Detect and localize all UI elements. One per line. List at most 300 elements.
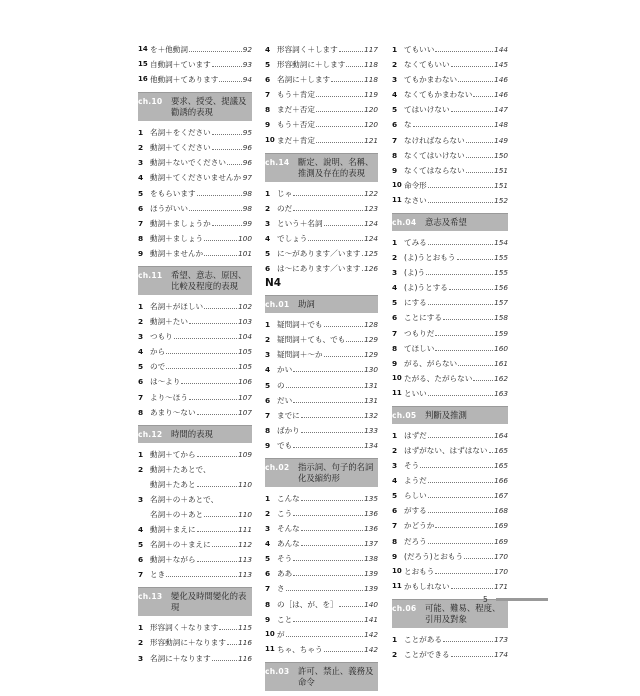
entry-page-number: 132 <box>364 410 378 420</box>
entry-number: 9 <box>138 248 144 258</box>
entry-text: までに <box>277 410 300 420</box>
entry-number: 6 <box>138 377 144 387</box>
entry-page-number: 120 <box>364 120 378 130</box>
entry-text: 形容動詞に＋します <box>277 60 346 70</box>
toc-entry <box>392 444 508 457</box>
toc-entry <box>392 296 508 309</box>
entry-number: 1 <box>392 634 398 644</box>
entry-text: 動詞＋てから <box>150 449 196 459</box>
entry-page-number: 119 <box>364 90 378 100</box>
entry-number: 6 <box>265 264 271 274</box>
entry-number: 8 <box>138 407 144 417</box>
entry-text: じゃ <box>277 188 293 198</box>
dotted-leader <box>316 96 363 97</box>
entry-page-number: 169 <box>494 536 508 546</box>
entry-number: 8 <box>138 233 144 243</box>
dotted-leader <box>286 636 363 637</box>
entry-text: から <box>150 347 166 357</box>
toc-entry <box>392 281 508 294</box>
dotted-leader <box>293 560 363 561</box>
toc-entry <box>392 633 508 646</box>
dotted-leader <box>293 195 363 196</box>
entry-text: なくてもいい <box>404 60 450 70</box>
entry-page-number: 138 <box>364 554 378 564</box>
entry-number: 4 <box>265 45 271 54</box>
entry-number: 2 <box>265 508 271 518</box>
entry-text: 疑問詞＋～か <box>277 350 323 360</box>
dotted-leader <box>428 395 493 396</box>
entry-text: (よ)う <box>404 268 426 278</box>
entry-number: 7 <box>138 392 144 402</box>
entry-text: てもいい <box>404 45 435 54</box>
entry-text: はずだ <box>404 430 427 440</box>
entry-text: ことにする <box>404 313 442 323</box>
entry-text: (よ)うとする <box>404 283 448 293</box>
entry-page-number: 144 <box>494 45 508 54</box>
entry-page-number: 158 <box>494 313 508 323</box>
entry-text: 動詞＋ましょうか <box>150 218 211 228</box>
dotted-leader <box>301 417 363 418</box>
dotted-leader <box>451 111 493 112</box>
toc-entry <box>138 315 252 328</box>
toc-entry <box>392 43 508 56</box>
toc-entry <box>265 58 378 71</box>
toc-entry <box>265 43 378 56</box>
entry-page-number: 109 <box>238 449 252 459</box>
toc-entry <box>265 134 378 147</box>
entry-page-number: 140 <box>364 599 378 609</box>
toc-entry <box>265 379 378 392</box>
chapter-header <box>138 92 252 121</box>
entry-number: 5 <box>138 362 144 372</box>
entry-number: 1 <box>265 188 271 198</box>
entry-page-number: 162 <box>494 373 508 383</box>
toc-entry <box>265 582 378 595</box>
chapter-title: 變化及時間變化的表現 <box>171 591 247 613</box>
entry-page-number: 167 <box>494 491 508 501</box>
toc-entry <box>138 217 252 230</box>
dotted-leader <box>420 467 493 468</box>
toc-entry <box>138 171 252 184</box>
dotted-leader <box>339 606 363 607</box>
entry-text: といい <box>404 388 427 398</box>
chapter-header <box>265 295 378 313</box>
entry-page-number: 148 <box>494 120 508 130</box>
dotted-leader <box>362 255 363 256</box>
entry-text: あまり～ない <box>150 407 196 417</box>
entry-page-number: 105 <box>238 362 252 372</box>
entry-page-number: 139 <box>364 584 378 594</box>
toc-entry <box>138 636 252 649</box>
entry-page-number: 110 <box>238 479 252 489</box>
toc-entry <box>392 357 508 370</box>
chapter-label: ch.12 <box>138 429 163 439</box>
entry-number: 5 <box>392 105 398 115</box>
toc-entry <box>138 621 252 634</box>
entry-text: ようだ <box>404 476 427 486</box>
dotted-leader <box>428 304 493 305</box>
entry-text: つもりだ <box>404 328 435 338</box>
chapter-label: ch.03 <box>265 666 290 676</box>
chapter-title: 要求、授受、提議及勸誘的表現 <box>171 96 247 118</box>
toc-entry <box>265 217 378 230</box>
entry-page-number: 173 <box>494 634 508 644</box>
entry-page-number: 165 <box>494 461 508 471</box>
dotted-leader <box>197 414 237 415</box>
entry-text: な <box>404 120 412 130</box>
entry-number: 2 <box>265 203 271 213</box>
entry-page-number: 147 <box>494 105 508 115</box>
chapter-header <box>392 599 508 628</box>
entry-page-number: 101 <box>238 248 252 258</box>
entry-text: の［は、が、を］ <box>277 599 338 609</box>
dotted-leader <box>197 561 237 562</box>
entry-number: 8 <box>392 150 398 160</box>
entry-page-number: 134 <box>364 440 378 450</box>
chapter-label: ch.01 <box>265 300 290 310</box>
dotted-leader <box>324 326 363 327</box>
entry-page-number: 103 <box>238 317 252 327</box>
entry-text: 名詞に＋します <box>277 75 331 85</box>
entry-text: そう <box>277 554 293 564</box>
entry-number: 6 <box>138 203 144 213</box>
dotted-leader <box>204 240 237 241</box>
toc-entry <box>138 391 252 404</box>
entry-number: 4 <box>265 539 271 549</box>
chapter-header <box>265 153 378 182</box>
toc-entry <box>138 247 252 260</box>
dotted-leader <box>466 172 493 173</box>
entry-number: 9 <box>392 358 398 368</box>
entry-page-number: 112 <box>238 540 252 550</box>
toc-entry <box>265 409 378 422</box>
entry-page-number: 130 <box>364 365 378 375</box>
chapter-label: ch.02 <box>265 462 290 472</box>
entry-text: 名詞＋の＋あとで、 <box>150 494 219 504</box>
dotted-leader <box>451 588 493 589</box>
entry-page-number: 142 <box>364 629 378 639</box>
entry-number: 7 <box>392 328 398 338</box>
dotted-leader <box>449 289 493 290</box>
entry-page-number: 157 <box>494 298 508 308</box>
dotted-leader <box>428 202 493 203</box>
entry-page-number: 126 <box>364 264 378 274</box>
entry-page-number: 146 <box>494 75 508 85</box>
entry-text: という＋名詞 <box>277 218 323 228</box>
entry-number: 10 <box>265 629 275 638</box>
dotted-leader <box>227 644 237 645</box>
entry-page-number: 94 <box>242 75 252 85</box>
dotted-leader <box>435 573 493 574</box>
entry-page-number: 151 <box>494 180 508 190</box>
dotted-leader <box>212 546 237 547</box>
entry-number: 4 <box>138 347 144 357</box>
entry-number: 2 <box>392 60 398 70</box>
toc-entry <box>265 247 378 260</box>
entry-number: 14 <box>138 45 148 53</box>
dotted-leader <box>316 126 363 127</box>
entry-text: まだ＋否定 <box>277 105 315 115</box>
chapter-header <box>265 458 378 487</box>
toc-entry <box>392 474 508 487</box>
toc-entry <box>392 550 508 563</box>
entry-number: 4 <box>265 233 271 243</box>
toc-entry <box>392 236 508 249</box>
entry-text: 名詞＋をください <box>150 128 211 138</box>
entry-page-number: 136 <box>364 508 378 518</box>
entry-number: 4 <box>265 365 271 375</box>
entry-page-number: 98 <box>242 188 252 198</box>
entry-text: かどうか <box>404 521 435 531</box>
entry-page-number: 169 <box>494 521 508 531</box>
entry-page-number: 95 <box>242 128 252 138</box>
entry-number: 6 <box>265 395 271 405</box>
toc-entry <box>392 327 508 340</box>
toc-column-3 <box>392 43 508 663</box>
entry-text: 名詞に＋なります <box>150 653 211 663</box>
toc-entry <box>392 372 508 385</box>
entry-number: 4 <box>392 283 398 293</box>
dotted-leader <box>473 96 493 97</box>
entry-number: 10 <box>392 566 402 575</box>
dotted-leader <box>346 66 363 67</box>
entry-text: 動詞＋まえに <box>150 525 196 535</box>
entry-number: 2 <box>138 464 144 474</box>
entry-number: 6 <box>265 569 271 579</box>
entry-page-number: 131 <box>364 380 378 390</box>
entry-page-number: 155 <box>494 253 508 263</box>
toc-entry <box>265 202 378 215</box>
dotted-leader <box>489 452 493 453</box>
entry-page-number: 93 <box>242 60 252 70</box>
entry-text: さ <box>277 584 285 594</box>
toc-entry <box>138 187 252 200</box>
entry-text: 動詞＋ましょう <box>150 233 204 243</box>
entry-page-number: 92 <box>242 45 252 54</box>
dotted-leader <box>451 66 493 67</box>
entry-text: 自動詞＋ています <box>150 60 211 70</box>
entry-page-number: 154 <box>494 237 508 247</box>
dotted-leader <box>413 126 493 127</box>
entry-page-number: 113 <box>238 555 252 565</box>
entry-text: 命令形 <box>404 180 427 190</box>
dotted-leader <box>301 530 363 531</box>
entry-text: ああ <box>277 569 293 579</box>
entry-text: に～があります／います <box>277 248 361 258</box>
entry-page-number: 165 <box>494 445 508 455</box>
entry-page-number: 171 <box>494 581 508 591</box>
toc-entry <box>265 492 378 505</box>
entry-number: 3 <box>265 524 271 534</box>
chapter-header <box>138 266 252 295</box>
dotted-leader <box>435 350 493 351</box>
dotted-leader <box>293 515 363 516</box>
entry-number: 1 <box>138 301 144 311</box>
entry-text: を＋他動詞 <box>150 45 188 54</box>
chapter-label: ch.05 <box>392 410 417 420</box>
toc-entry <box>265 394 378 407</box>
toc-entry <box>392 88 508 101</box>
dotted-leader <box>426 274 493 275</box>
toc-entry <box>265 73 378 86</box>
entry-text: 疑問詞＋ても、でも <box>277 335 346 345</box>
dotted-leader <box>362 270 363 271</box>
entry-number: 2 <box>392 445 398 455</box>
entry-text: 名詞＋の＋まえに <box>150 540 211 550</box>
entry-number: 8 <box>392 536 398 546</box>
toc-entry <box>138 202 252 215</box>
dotted-leader <box>457 259 493 260</box>
entry-page-number: 174 <box>494 649 508 659</box>
toc-entry <box>265 552 378 565</box>
entry-text: もう＋否定 <box>277 120 315 130</box>
entry-number: 7 <box>138 570 144 580</box>
entry-page-number: 142 <box>364 644 378 654</box>
entry-number: 3 <box>138 332 144 342</box>
entry-number: 5 <box>138 188 144 198</box>
entry-number: 3 <box>392 268 398 278</box>
entry-page-number: 105 <box>238 347 252 357</box>
toc-entry <box>392 311 508 324</box>
entry-number: 2 <box>138 317 144 327</box>
entry-number: 4 <box>138 525 144 535</box>
toc-entry <box>265 628 378 641</box>
toc-entry <box>138 232 252 245</box>
toc-entry <box>138 568 252 581</box>
entry-number: 8 <box>265 105 271 115</box>
toc-entry <box>138 300 252 313</box>
entry-page-number: 128 <box>364 320 378 330</box>
entry-text: てみる <box>404 237 427 247</box>
dotted-leader <box>227 164 242 165</box>
entry-text: でも <box>277 440 293 450</box>
entry-page-number: 133 <box>364 425 378 435</box>
dotted-leader <box>466 157 493 158</box>
level-section-label: N4 <box>265 277 282 290</box>
entry-text: そう <box>404 461 420 471</box>
entry-number: 1 <box>392 237 398 247</box>
entry-page-number: 120 <box>364 105 378 115</box>
entry-number: 3 <box>392 75 398 85</box>
entry-number: 16 <box>138 75 148 84</box>
entry-page-number: 170 <box>494 566 508 576</box>
chapter-title: 意志及希望 <box>425 216 467 227</box>
dotted-leader <box>346 341 363 342</box>
entry-page-number: 107 <box>238 392 252 402</box>
dotted-leader <box>212 225 242 226</box>
entry-number: 2 <box>138 143 144 153</box>
entry-number: 9 <box>392 165 398 175</box>
entry-text: ことがある <box>404 634 442 644</box>
dotted-leader <box>428 543 493 544</box>
dotted-leader <box>197 486 237 487</box>
dotted-leader <box>197 195 242 196</box>
dotted-leader <box>316 142 363 143</box>
dotted-leader <box>428 244 493 245</box>
entry-number: 11 <box>392 581 402 590</box>
chapter-header <box>138 587 252 616</box>
entry-number: 1 <box>265 493 271 503</box>
entry-text: をもらいます <box>150 188 196 198</box>
dotted-leader <box>204 308 237 309</box>
entry-text: (よ)うとおもう <box>404 253 456 263</box>
entry-number: 9 <box>265 614 271 624</box>
dotted-leader <box>189 399 237 400</box>
entry-text: 疑問詞＋でも <box>277 320 323 330</box>
entry-number: 7 <box>392 521 398 531</box>
entry-number: 5 <box>265 60 271 70</box>
entry-page-number: 96 <box>242 158 252 168</box>
chapter-label: ch.14 <box>265 157 290 167</box>
entry-text: (だろう)とおもう <box>404 551 464 561</box>
entry-page-number: 164 <box>494 430 508 440</box>
entry-number: 5 <box>265 248 271 258</box>
toc-entry <box>265 522 378 535</box>
entry-number: 1 <box>138 623 144 633</box>
entry-page-number: 161 <box>494 358 508 368</box>
toc-entry <box>138 375 252 388</box>
entry-page-number: 124 <box>364 233 378 243</box>
entry-page-number: 97 <box>242 173 252 183</box>
entry-text: なくてはいけない <box>404 150 465 160</box>
dotted-leader <box>458 81 493 82</box>
entry-page-number: 150 <box>494 150 508 160</box>
toc-entry <box>138 463 252 476</box>
toc-entry <box>138 493 252 506</box>
entry-number: 1 <box>138 128 144 138</box>
entry-text: たがる、たがらない <box>404 373 473 383</box>
dotted-leader <box>181 383 237 384</box>
toc-entry <box>138 360 252 373</box>
dotted-leader <box>316 111 363 112</box>
toc-entry <box>265 348 378 361</box>
toc-entry <box>138 553 252 566</box>
entry-number: 6 <box>392 506 398 516</box>
entry-number: 7 <box>392 135 398 145</box>
dotted-leader <box>204 255 237 256</box>
entry-page-number: 149 <box>494 135 508 145</box>
toc-entry <box>392 118 508 131</box>
page-number: 5 <box>483 595 488 604</box>
toc-entry <box>392 251 508 264</box>
entry-number: 5 <box>392 298 398 308</box>
entry-text: あんな <box>277 539 300 549</box>
dotted-leader <box>166 576 237 577</box>
entry-page-number: 107 <box>238 407 252 417</box>
dotted-leader <box>189 323 237 324</box>
toc-entry <box>265 613 378 626</box>
dotted-leader <box>324 356 363 357</box>
chapter-title: 許可、禁止、義務及命令 <box>298 665 374 687</box>
toc-entry <box>392 519 508 532</box>
toc-entry <box>265 424 378 437</box>
dotted-leader <box>286 590 363 591</box>
entry-text: 動詞＋ないでください <box>150 158 226 168</box>
dotted-leader <box>331 81 363 82</box>
dotted-leader <box>197 456 237 457</box>
entry-page-number: 122 <box>364 188 378 198</box>
toc-entry <box>138 58 252 71</box>
entry-text: 動詞＋てくださいませんか <box>150 173 242 183</box>
entry-page-number: 99 <box>242 218 252 228</box>
entry-text: 動詞＋てください <box>150 143 211 153</box>
entry-page-number: 151 <box>494 165 508 175</box>
dotted-leader <box>212 66 242 67</box>
toc-entry <box>138 478 252 491</box>
entry-text: ほうがいい <box>150 203 188 213</box>
entry-page-number: 152 <box>494 195 508 205</box>
entry-page-number: 163 <box>494 388 508 398</box>
